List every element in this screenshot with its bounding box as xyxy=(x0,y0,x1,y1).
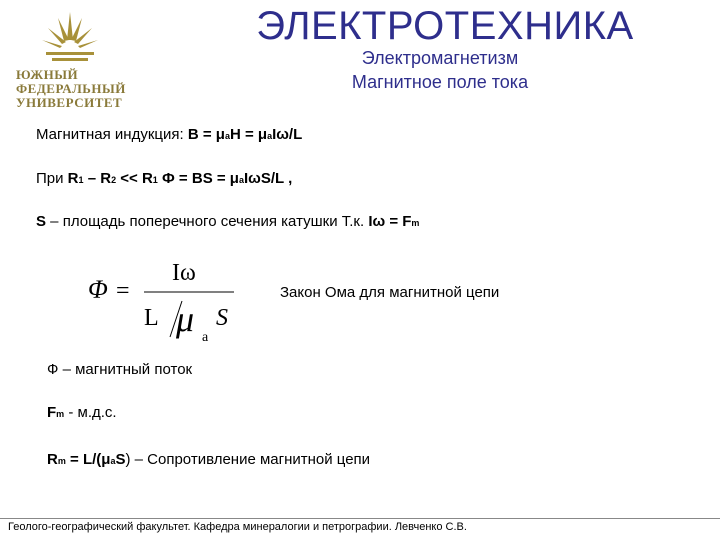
mmf-sub: m xyxy=(411,218,420,228)
r2-symbol: R xyxy=(100,170,112,187)
induction-formula-h: H = μ xyxy=(229,126,268,143)
induction-sub-a2: a xyxy=(267,131,273,141)
page-title: ЭЛЕКТРОТЕХНИКА xyxy=(256,4,634,48)
formula-l: L xyxy=(144,305,159,331)
condition-prefix: При xyxy=(36,170,68,187)
area-definition-text: – площадь поперечного сечения катушки Т.к. xyxy=(46,213,369,230)
formula-mu: μ xyxy=(176,299,195,339)
mmf-definition xyxy=(47,404,117,421)
university-emblem-icon xyxy=(38,10,102,66)
reluctance-formula: = L/(μ xyxy=(65,451,111,468)
formula-sub-a: a xyxy=(202,330,209,345)
logo-text-line-2: ФЕДЕРАЛЬНЫЙ xyxy=(16,81,126,96)
reluctance-sub-a: a xyxy=(110,456,116,466)
r-symbol: R xyxy=(47,451,58,468)
ohm-law-formula xyxy=(86,255,246,345)
footer-text: Геолого-географический факультет. Кафедра минералогии и петрографии. Левченко С.В. xyxy=(8,521,467,533)
ohm-law-label: Закон Ома для магнитной цепи xyxy=(280,284,500,301)
formula-graphic xyxy=(86,255,246,345)
reluctance-s: S xyxy=(115,451,126,468)
subtitle-electromagnetism: Электромагнетизм xyxy=(361,48,519,68)
much-less: << xyxy=(116,170,142,187)
s-symbol: S xyxy=(36,213,47,230)
formula-s: S xyxy=(216,305,228,331)
f-symbol: F xyxy=(47,404,57,421)
r1-sub-2: 1 xyxy=(152,175,158,185)
mmf-formula: Iω = F xyxy=(368,213,412,230)
r1-symbol-2: R xyxy=(141,170,153,187)
reluctance-definition xyxy=(47,451,370,468)
reluctance-text: ) – Сопротивление магнитной цепи xyxy=(125,451,371,468)
logo-text-line-1: ЮЖНЫЙ xyxy=(16,67,79,82)
footer-divider xyxy=(0,518,720,519)
formula-numerator: Iω xyxy=(172,260,196,286)
flux-formula: Ф = BS = μ xyxy=(157,170,239,187)
r-sub: m xyxy=(57,456,66,466)
flux-condition-line xyxy=(36,170,292,187)
university-logo xyxy=(10,10,130,110)
dash: – xyxy=(83,170,101,187)
flux-sub-a: a xyxy=(238,175,244,185)
f-sub: m xyxy=(56,409,65,419)
flux-definition: Ф – магнитный поток xyxy=(47,361,193,378)
r2-sub: 2 xyxy=(111,175,117,185)
formula-equals: = xyxy=(116,278,130,304)
r1-sub: 1 xyxy=(78,175,84,185)
area-definition-line xyxy=(36,213,419,230)
mmf-text: - м.д.с. xyxy=(64,404,117,421)
logo-text-line-3: УНИВЕРСИТЕТ xyxy=(16,95,123,110)
induction-formula-b: B = μ xyxy=(187,126,225,143)
formula-phi: Φ xyxy=(88,275,108,304)
flux-formula-end: IωS/L , xyxy=(244,170,293,187)
induction-label: Магнитная индукция: xyxy=(36,126,188,143)
subtitle-magnetic-field: Магнитное поле тока xyxy=(351,72,529,92)
magnetic-induction-line xyxy=(36,126,302,143)
induction-sub-a1: a xyxy=(224,131,230,141)
r1-symbol: R xyxy=(67,170,79,187)
induction-formula-end: Iω/L xyxy=(272,126,303,143)
